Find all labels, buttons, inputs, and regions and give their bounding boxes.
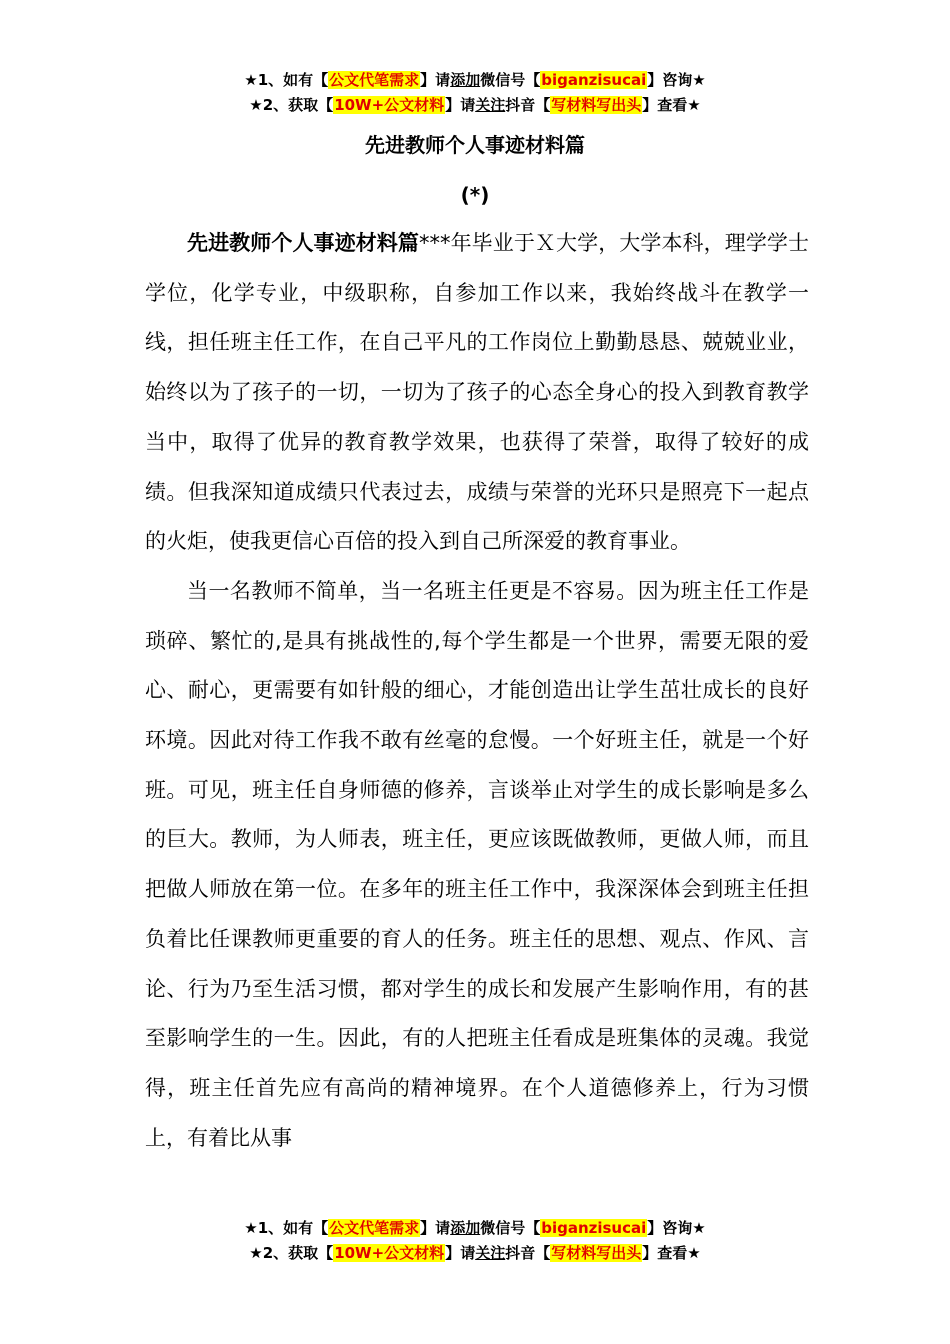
ad-highlight: biganzisucai — [541, 71, 647, 89]
ad-underlined-text: 关注 — [475, 1244, 506, 1262]
footer-ad-line-1 — [0, 1216, 950, 1241]
ad-text: ★2、获取【 — [249, 96, 334, 114]
ad-highlight: 写材料写出头 — [551, 1244, 642, 1262]
ad-text: 】查看★ — [642, 96, 701, 114]
ad-highlight: 10W+公文材料 — [334, 1244, 445, 1262]
ad-text: 微信号【 — [480, 71, 541, 89]
ad-text: 】请 — [445, 96, 476, 114]
ad-highlight: 写材料写出头 — [551, 96, 642, 114]
paragraph-text: ***年毕业于Ｘ大学，大学本科，理学学士学位，化学专业，中级职称，自参加工作以来，我始终战斗在教学一线，担任班主任工作，在自己平凡的工作岗位上勤勤恳恳、兢兢业业，始终以为了孩子的一切，一切为了孩子的心态全身心的投入到教育教学当中，取得了优异的教育教学效果，也获得了荣誉，取得了较好的成绩。但我深知道成绩只代表过去，成绩与荣誉的光环只是照亮下一起点的火炬，使我更信心百倍的投入到自己所深爱的教育事业。 — [145, 231, 809, 554]
footer-ad-line-2 — [0, 1241, 950, 1266]
document-subtitle: (*) — [460, 183, 490, 207]
footer-ad — [0, 1216, 950, 1266]
ad-highlight: biganzisucai — [541, 1219, 647, 1237]
paragraph-lead: 先进教师个人事迹材料篇 — [187, 231, 419, 255]
ad-highlight: 公文代笔需求 — [329, 1219, 420, 1237]
ad-text: ★1、如有【 — [244, 1219, 329, 1237]
document-body — [145, 219, 809, 1214]
ad-text: 】咨询★ — [647, 1219, 706, 1237]
ad-underlined-text: 关注 — [475, 96, 506, 114]
ad-text: 】请 — [445, 1244, 476, 1262]
header-ad-line-2 — [0, 93, 950, 118]
ad-underlined-text: 添加 — [450, 1219, 481, 1237]
ad-text: 抖音【 — [505, 1244, 551, 1262]
ad-text: ★2、获取【 — [249, 1244, 334, 1262]
header-ad-line-1 — [0, 68, 950, 93]
ad-text: 微信号【 — [480, 1219, 541, 1237]
ad-underlined-text: 添加 — [450, 71, 481, 89]
ad-text: 】请 — [420, 71, 451, 89]
document-title: 先进教师个人事迹材料篇 — [365, 133, 585, 157]
ad-highlight: 10W+公文材料 — [334, 96, 445, 114]
header-ad — [0, 68, 950, 118]
ad-text: 】请 — [420, 1219, 451, 1237]
ad-text: 抖音【 — [505, 96, 551, 114]
ad-text: 】咨询★ — [647, 71, 706, 89]
ad-highlight: 公文代笔需求 — [329, 71, 420, 89]
ad-text: ★1、如有【 — [244, 71, 329, 89]
paragraph-2: 当一名教师不简单，当一名班主任更是不容易。因为班主任工作是琐碎、繁忙的,是具有挑战性的,每个学生都是一个世界，需要无限的爱心、耐心，更需要有如针般的细心，才能创造出让学生茁壮成长的良好环境。因此对待工作我不敢有丝毫的怠慢。一个好班主任，就是一个好班。可见，班主任自身师德的修养，言谈举止对学生的成长影响是多么的巨大。教师，为人师表，班主任，更应该既做教师，更做人师，而且把做人师放在第一位。在多年的班主任工作中，我深深体会到班主任担负着比任课教师更重要的育人的任务。班主任的思想、观点、作风、言论、行为乃至生活习惯，都对学生的成长和发展产生影响作用，有的甚至影响学生的一生。因此，有的人把班主任看成是班集体的灵魂。我觉得，班主任首先应有高尚的精神境界。在个人道德修养上，行为习惯上，有着比从事 — [145, 578, 809, 1150]
paragraph-1 — [145, 219, 809, 567]
ad-text: 】查看★ — [642, 1244, 701, 1262]
